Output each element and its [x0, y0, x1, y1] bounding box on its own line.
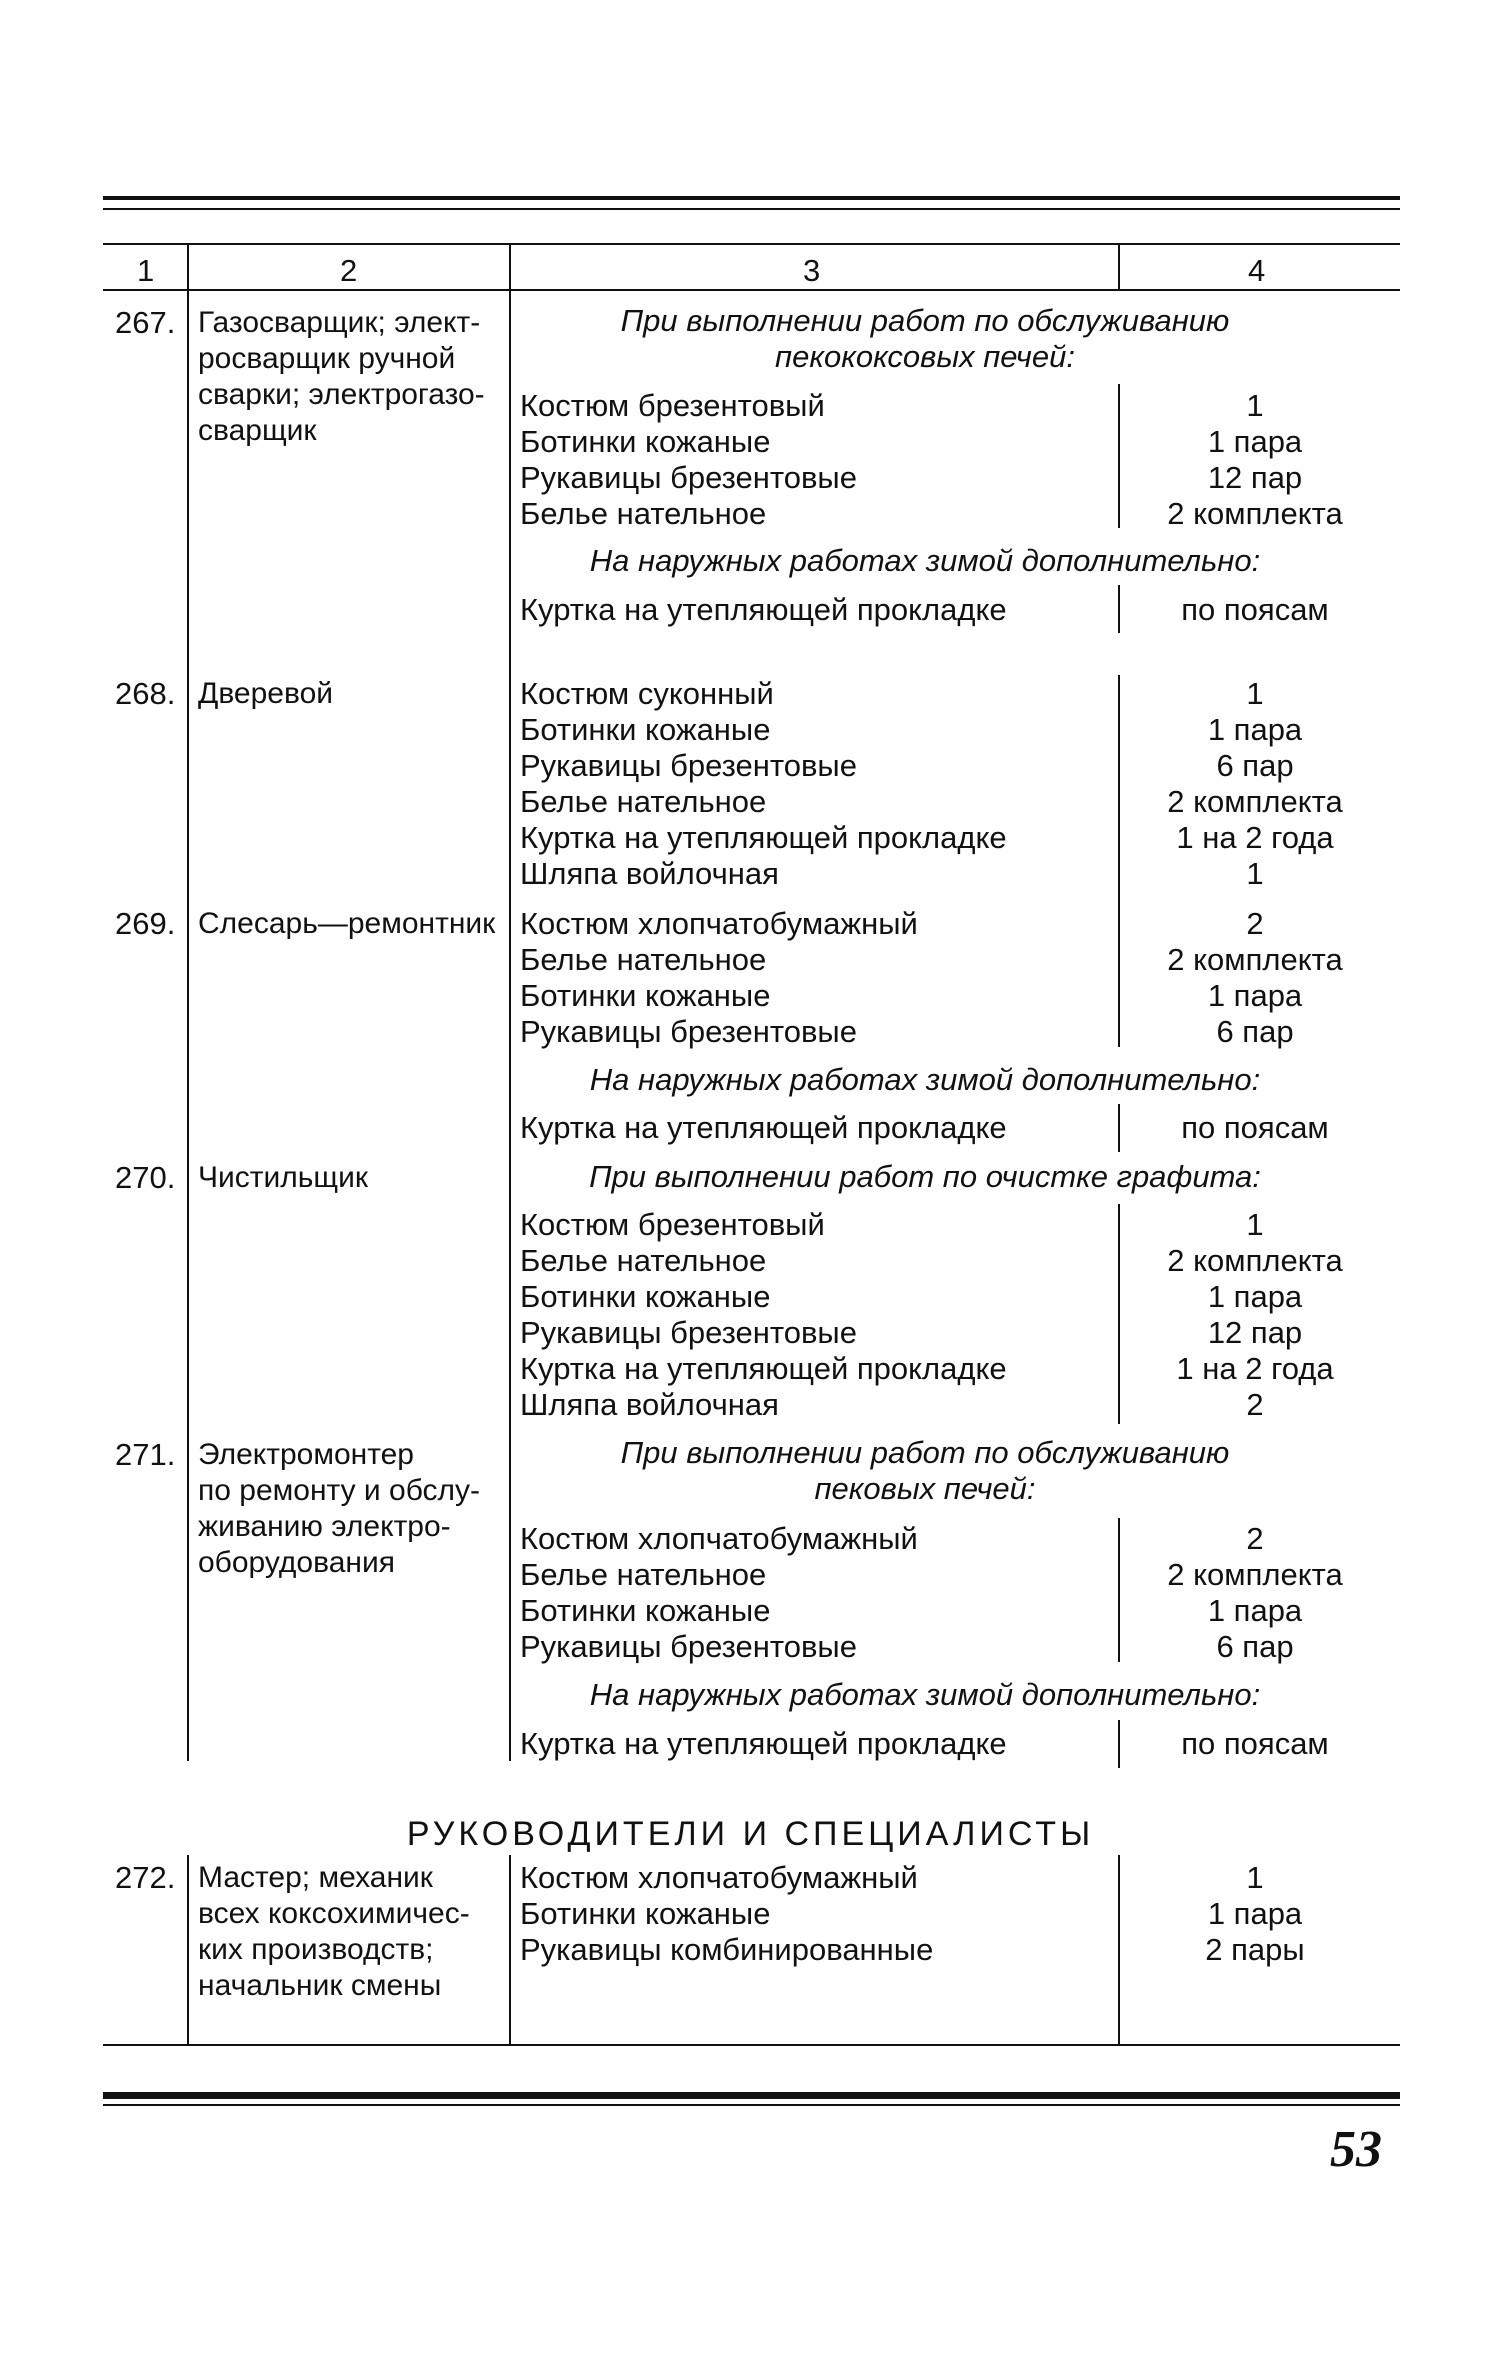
top-rule-thin — [103, 208, 1400, 210]
condition-text: При выполнении работ по очистке графита: — [589, 1159, 1261, 1194]
occupation-line: оборудования — [198, 1546, 395, 1579]
item-qty: 2 — [1246, 906, 1264, 941]
item-name: Куртка на утепляющей прокладке — [520, 820, 1007, 855]
occupation-line: начальник смены — [198, 1969, 442, 2002]
condition-text: На наружных работах зимой дополнительно: — [589, 1677, 1261, 1712]
condition-text: При выполнении работ по обслуживанию — [620, 303, 1230, 338]
item-qty: 1 — [1246, 1207, 1264, 1242]
condition-text: На наружных работах зимой дополнительно: — [589, 543, 1261, 578]
item-qty: 1 — [1246, 388, 1264, 423]
occupation-line: сварщик — [198, 414, 317, 447]
item-name: Белье нательное — [520, 942, 767, 977]
page-number: 53 — [1330, 2121, 1382, 2178]
item-name: Белье нательное — [520, 496, 767, 531]
item-qty: 2 комплекта — [1167, 942, 1343, 977]
item-name: Костюм суконный — [520, 676, 774, 711]
top-rule-thick — [103, 196, 1400, 200]
item-qty: 1 пара — [1207, 712, 1303, 747]
item-name: Рукавицы брезентовые — [520, 1629, 857, 1664]
item-qty: по поясам — [1181, 1110, 1329, 1145]
item-name: Костюм хлопчатобумажный — [520, 1521, 918, 1556]
bottom-rule-thin — [103, 2104, 1400, 2106]
item-qty: 1 — [1246, 676, 1264, 711]
row-number: 269. — [115, 906, 176, 941]
row-number: 267. — [115, 305, 176, 340]
item-qty: 1 пара — [1207, 1593, 1303, 1628]
item-name: Белье нательное — [520, 1243, 767, 1278]
item-name: Костюм хлопчатобумажный — [520, 906, 918, 941]
item-name: Шляпа войлочная — [520, 1387, 779, 1422]
item-qty: 6 пар — [1216, 1014, 1294, 1049]
item-name: Ботинки кожаные — [520, 978, 771, 1013]
item-qty: 2 — [1246, 1521, 1264, 1556]
item-name: Рукавицы брезентовые — [520, 748, 857, 783]
item-name: Белье нательное — [520, 784, 767, 819]
header-col-1: 1 — [137, 253, 155, 288]
item-name: Ботинки кожаные — [520, 1593, 771, 1628]
row-number: 270. — [115, 1160, 176, 1195]
condition-text: На наружных работах зимой дополнительно: — [589, 1062, 1261, 1097]
item-qty: по поясам — [1181, 1726, 1329, 1761]
item-qty: 2 комплекта — [1167, 784, 1343, 819]
item-qty: 1 на 2 года — [1176, 1351, 1334, 1386]
item-name: Куртка на утепляющей прокладке — [520, 592, 1007, 627]
col-divider-3-header — [1118, 243, 1120, 291]
occupation: Дверевой — [198, 677, 334, 710]
item-qty: 1 на 2 года — [1176, 820, 1334, 855]
item-name: Шляпа войлочная — [520, 856, 779, 891]
row-number: 272. — [115, 1860, 176, 1895]
item-qty: 12 пар — [1207, 460, 1303, 495]
item-name: Куртка на утепляющей прокладке — [520, 1351, 1007, 1386]
item-qty: 2 комплекта — [1167, 1557, 1343, 1592]
item-qty: 12 пар — [1207, 1315, 1303, 1350]
occupation-line: всех коксохимичес- — [198, 1897, 470, 1930]
col-divider-1-272 — [187, 1855, 189, 2045]
section-title: РУКОВОДИТЕЛИ И СПЕЦИАЛИСТЫ — [406, 1815, 1095, 1853]
item-name: Куртка на утепляющей прокладке — [520, 1726, 1007, 1761]
occupation: Чистильщик — [198, 1161, 368, 1194]
condition-text: пековых печей: — [814, 1471, 1036, 1506]
item-name: Костюм брезентовый — [520, 1207, 825, 1242]
item-qty: 2 пары — [1205, 1932, 1305, 1967]
item-name: Костюм хлопчатобумажный — [520, 1860, 918, 1895]
occupation: Слесарь—ремонтник — [198, 907, 496, 940]
item-name: Ботинки кожаные — [520, 1279, 771, 1314]
row-number: 271. — [115, 1437, 176, 1472]
item-qty: 1 — [1246, 1860, 1264, 1895]
occupation-line: ких производств; — [198, 1933, 434, 1966]
col-divider-2 — [509, 243, 511, 1761]
header-bottom-line — [103, 289, 1400, 291]
header-col-4: 4 — [1248, 253, 1266, 288]
item-qty: 1 пара — [1207, 978, 1303, 1013]
item-qty: 1 — [1246, 856, 1264, 891]
item-qty: 1 пара — [1207, 1896, 1303, 1931]
occupation-line: Газосварщик; элект- — [198, 306, 481, 339]
occupation-line: сварки; электрогазо- — [198, 378, 485, 411]
item-name: Куртка на утепляющей прокладке — [520, 1110, 1007, 1145]
col-divider-2-272 — [509, 1855, 511, 2045]
item-qty: 6 пар — [1216, 1629, 1294, 1664]
item-name: Костюм брезентовый — [520, 388, 825, 423]
header-top-line — [103, 243, 1400, 245]
header-col-3: 3 — [803, 253, 821, 288]
item-name: Ботинки кожаные — [520, 1896, 771, 1931]
condition-text: При выполнении работ по обслуживанию — [620, 1435, 1230, 1470]
item-name: Рукавицы брезентовые — [520, 460, 857, 495]
bottom-rule-thick — [103, 2092, 1400, 2099]
occupation-line: по ремонту и обслу- — [198, 1474, 481, 1507]
occupation-line: Мастер; механик — [198, 1861, 433, 1894]
item-qty: 2 комплекта — [1167, 496, 1343, 531]
item-name: Рукавицы брезентовые — [520, 1014, 857, 1049]
item-qty: 6 пар — [1216, 748, 1294, 783]
col-divider-1 — [187, 243, 189, 1761]
occupation-line: живанию электро- — [198, 1510, 451, 1543]
item-name: Ботинки кожаные — [520, 712, 771, 747]
item-qty: 2 — [1246, 1387, 1264, 1422]
item-qty: 1 пара — [1207, 1279, 1303, 1314]
table-bottom-line — [103, 2044, 1400, 2046]
item-qty: 2 комплекта — [1167, 1243, 1343, 1278]
occupation-line: Электромонтер — [198, 1438, 414, 1471]
item-name: Рукавицы брезентовые — [520, 1315, 857, 1350]
item-name: Рукавицы комбинированные — [520, 1932, 934, 1967]
item-qty: 1 пара — [1207, 424, 1303, 459]
item-name: Ботинки кожаные — [520, 424, 771, 459]
item-name: Белье нательное — [520, 1557, 767, 1592]
condition-text: пекококсовых печей: — [775, 339, 1075, 374]
occupation-line: росварщик ручной — [198, 342, 456, 375]
header-col-2: 2 — [340, 253, 358, 288]
item-qty: по поясам — [1181, 592, 1329, 627]
row-number: 268. — [115, 676, 176, 711]
